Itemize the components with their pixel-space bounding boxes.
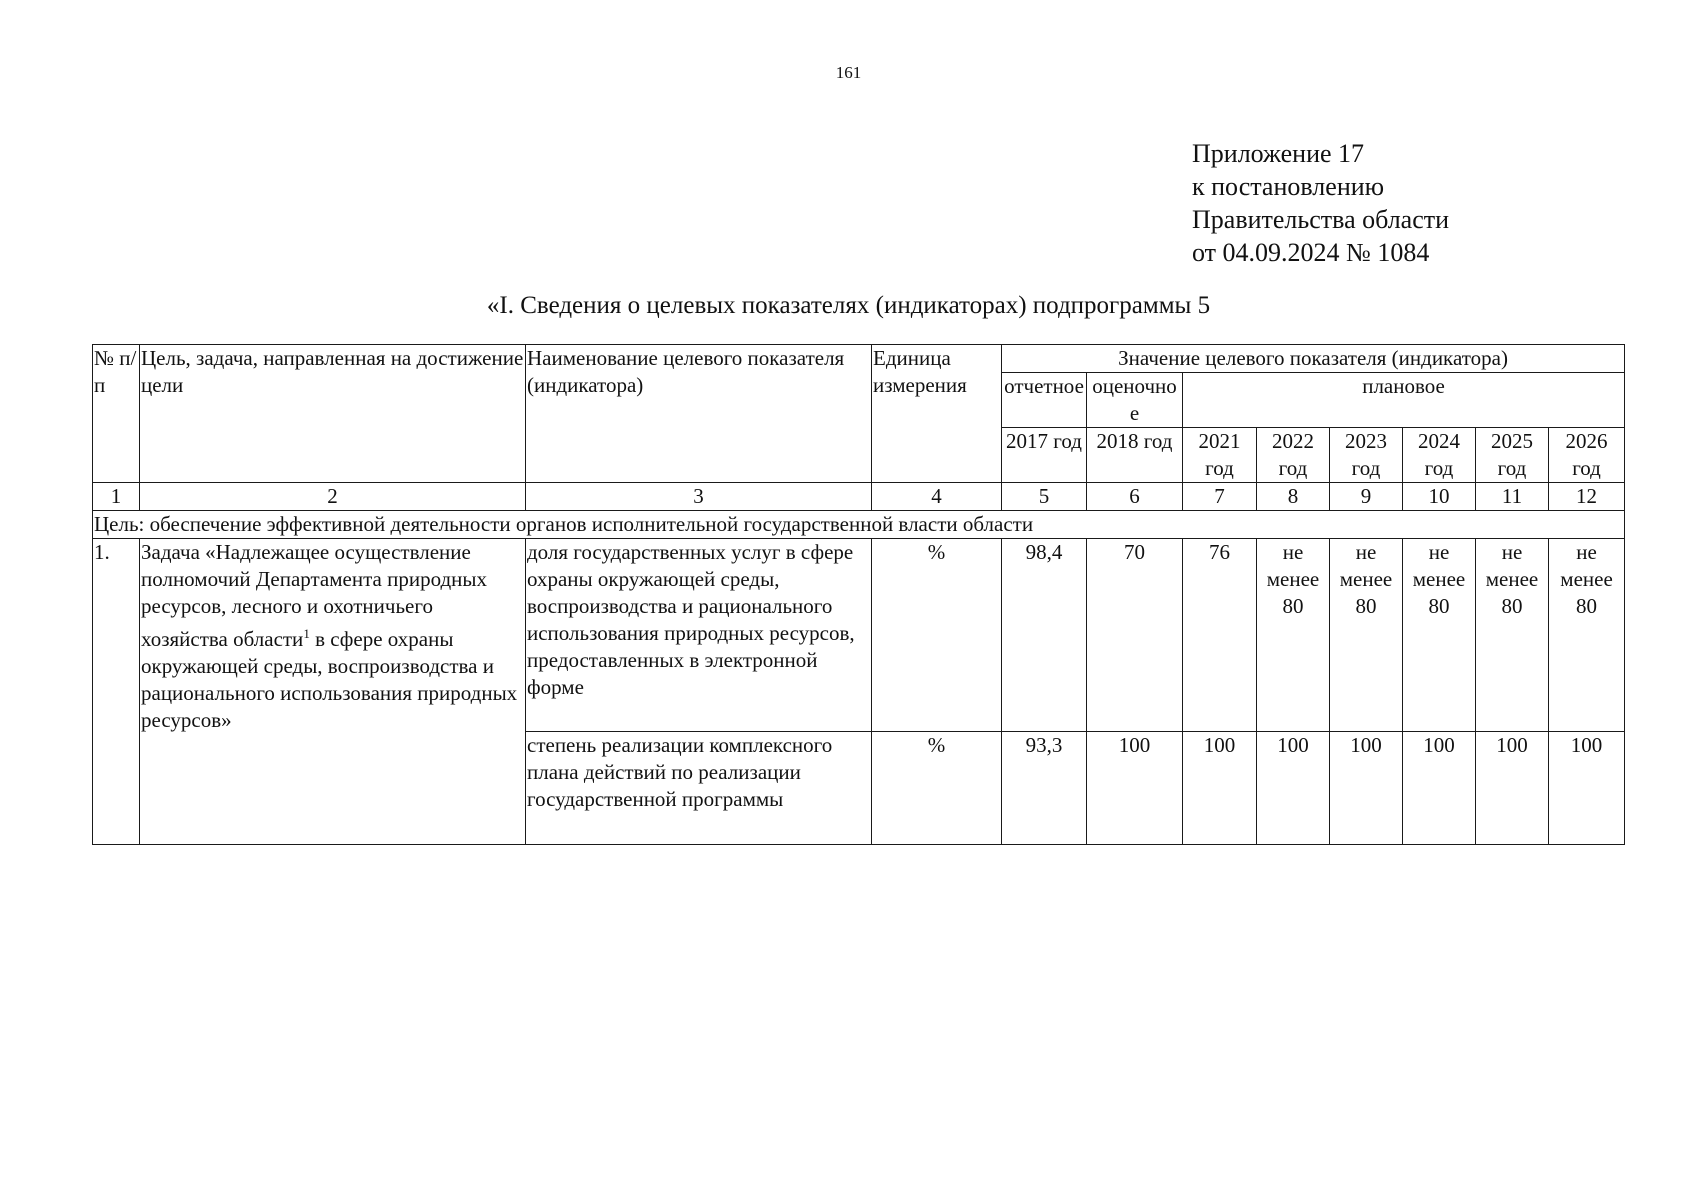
- appendix-block: [1192, 137, 1449, 269]
- header-num: № п/п: [93, 345, 140, 483]
- task-text-rest: в сфере охраны окружающей среды, воспроизводства и рационального использования природных ресурсов»: [141, 627, 518, 732]
- indicator-value: не менее 80: [1257, 539, 1330, 732]
- indicator-value: 98,4: [1002, 539, 1087, 732]
- indicator-value: не менее 80: [1330, 539, 1403, 732]
- header-year: 2017 год: [1002, 428, 1087, 483]
- indicator-unit: %: [872, 732, 1002, 845]
- indicator-unit: %: [872, 539, 1002, 732]
- header-goal: Цель, задача, направленная на достижение цели: [140, 345, 526, 483]
- column-number: 5: [1002, 483, 1087, 511]
- column-number: 2: [140, 483, 526, 511]
- indicator-value: 93,3: [1002, 732, 1087, 845]
- appendix-line: Правительства области: [1192, 205, 1450, 234]
- indicator-name: степень реализации комплексного плана действий по реализации государственной программы: [526, 732, 872, 845]
- column-number: 10: [1403, 483, 1476, 511]
- indicator-value: 100: [1183, 732, 1257, 845]
- indicators-table: [92, 344, 1625, 845]
- header-reported: отчетное: [1002, 373, 1087, 428]
- page-number: 161: [835, 63, 862, 82]
- header-estimated: оценочное: [1087, 373, 1183, 428]
- task-text: [140, 539, 526, 845]
- footnote-marker: 1: [303, 626, 310, 641]
- indicator-value: 100: [1087, 732, 1183, 845]
- appendix-line: от 04.09.2024 № 1084: [1192, 238, 1430, 267]
- indicator-value: 100: [1330, 732, 1403, 845]
- column-number: 1: [93, 483, 140, 511]
- column-number: 7: [1183, 483, 1257, 511]
- appendix-line: Приложение 17: [1192, 139, 1365, 168]
- indicator-value: 100: [1476, 732, 1549, 845]
- indicator-value: не менее 80: [1549, 539, 1625, 732]
- document-title: «I. Сведения о целевых показателях (индикаторах) подпрограммы 5: [486, 292, 1211, 319]
- goal-row: Цель: обеспечение эффективной деятельности органов исполнительной государственной власти области: [93, 511, 1625, 539]
- indicator-value: 100: [1549, 732, 1625, 845]
- column-number: 12: [1549, 483, 1625, 511]
- indicator-value: не менее 80: [1403, 539, 1476, 732]
- task-text-main: Задача «Надлежащее осуществление полномочий Департамента природных ресурсов, лесного и охотничьего хозяйства области: [141, 540, 488, 651]
- header-year: 2026 год: [1549, 428, 1625, 483]
- header-year: 2021 год: [1183, 428, 1257, 483]
- column-number: 8: [1257, 483, 1330, 511]
- indicator-value: 100: [1403, 732, 1476, 845]
- appendix-line: к постановлению: [1192, 172, 1385, 201]
- indicator-value: 70: [1087, 539, 1183, 732]
- column-number: 6: [1087, 483, 1183, 511]
- header-value-group: Значение целевого показателя (индикатора): [1002, 345, 1625, 373]
- indicator-value: 76: [1183, 539, 1257, 732]
- indicator-value: 100: [1257, 732, 1330, 845]
- indicator-name: доля государственных услуг в сфере охраны окружающей среды, воспроизводства и рационального использования природных ресурсов, предоставленных в электронной форме: [526, 539, 872, 732]
- header-year: 2018 год: [1087, 428, 1183, 483]
- column-number: 3: [526, 483, 872, 511]
- header-indicator: Наименование целевого показателя (индикатора): [526, 345, 872, 483]
- column-number: 9: [1330, 483, 1403, 511]
- header-year: 2022 год: [1257, 428, 1330, 483]
- table-row: [93, 539, 1625, 732]
- header-year: 2025 год: [1476, 428, 1549, 483]
- column-number: 11: [1476, 483, 1549, 511]
- header-year: 2023 год: [1330, 428, 1403, 483]
- indicator-value: не менее 80: [1476, 539, 1549, 732]
- header-planned: плановое: [1183, 373, 1625, 428]
- column-number: 4: [872, 483, 1002, 511]
- header-unit: Единица измерения: [872, 345, 1002, 483]
- header-year: 2024 год: [1403, 428, 1476, 483]
- task-number: 1.: [93, 539, 140, 845]
